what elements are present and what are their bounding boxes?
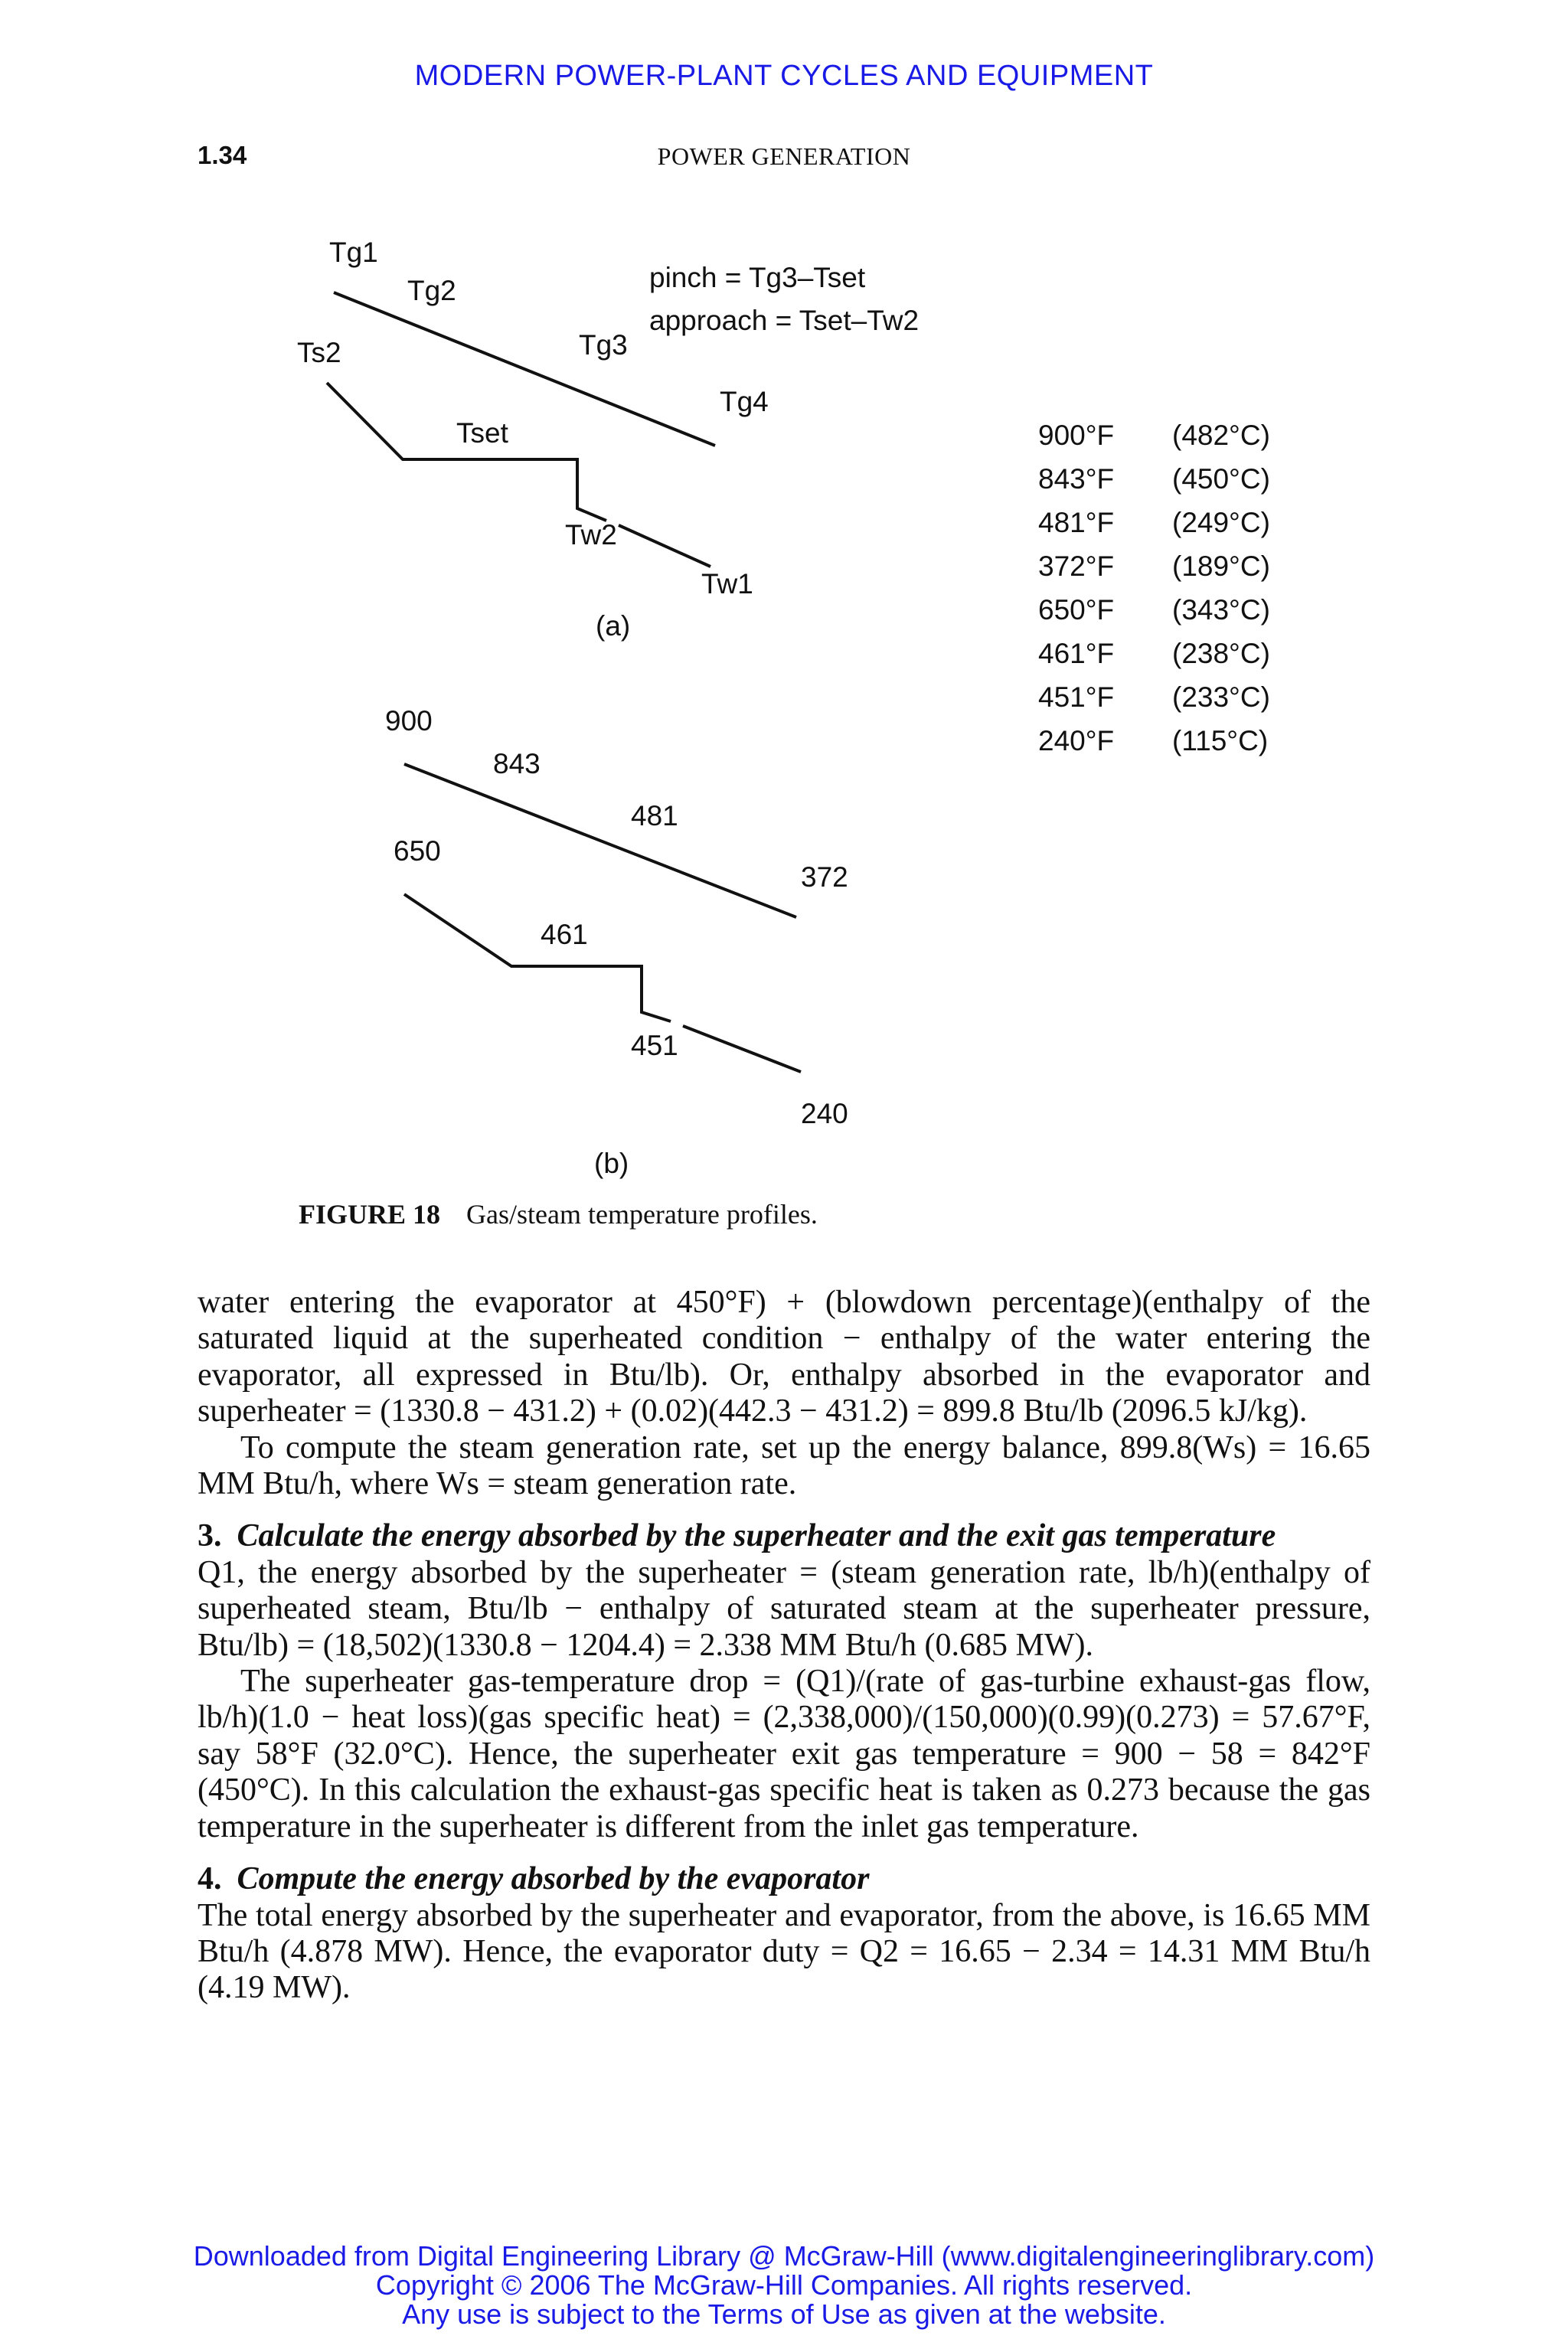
temp-fahrenheit: 481°F	[1038, 507, 1115, 538]
temp-celsius: (343°C)	[1172, 594, 1270, 626]
label-tg2-b: 843	[493, 748, 541, 779]
paragraph: water entering the evaporator at 450°F) + (blowdown percentage)(enthalpy of the saturated liquid at the superheated condition − enthalpy of the water entering the evaporator, all expressed in Btu/lb). Or, enthalpy absorbed in the evaporator and superheater = (1330.8 − 431.2) + (0.02)(442.3 − 431.2) = 899.8 Btu/lb (2096.5 kJ/kg).	[198, 1285, 1370, 1429]
temp-row	[1038, 719, 1270, 763]
panel-b-caption: (b)	[594, 1148, 629, 1179]
figure-number: FIGURE 18	[299, 1199, 441, 1230]
temp-row	[1038, 501, 1270, 544]
temp-row	[1038, 588, 1270, 632]
step-title: Calculate the energy absorbed by the superheater and the exit gas temperature	[237, 1518, 1276, 1554]
temp-row	[1038, 675, 1270, 719]
temp-fahrenheit: 843°F	[1038, 463, 1115, 495]
economizer-line-a	[619, 525, 710, 567]
label-tg3-a: Tg3	[579, 329, 628, 361]
label-tw2-a: Tw2	[565, 519, 617, 550]
chapter-header: MODERN POWER-PLANT CYCLES AND EQUIPMENT	[414, 60, 1154, 92]
paragraph: The superheater gas-temperature drop = (Q1)/(rate of gas-turbine exhaust-gas flow, lb/h)(1.0 − heat loss)(gas specific heat) = (2,338,000)/(150,000)(0.99)(0.273) = 57.67°F, say 58°F (32.0°C). Hence, the superheater exit gas temperature = 900 − 58 = 842°F (450°C). In this calculation the exhaust-gas specific heat is taken as 0.273 because the gas temperature in the superheater is different from the inlet gas temperature.	[198, 1664, 1370, 1844]
temp-row	[1038, 544, 1270, 588]
temp-celsius: (450°C)	[1172, 463, 1270, 495]
temp-celsius: (482°C)	[1172, 420, 1270, 451]
temp-row	[1038, 457, 1270, 501]
water-steam-profile-line-a	[327, 383, 606, 521]
temp-celsius: (115°C)	[1172, 725, 1269, 756]
page-number: 1.34	[198, 141, 247, 169]
label-tw1-a: Tw1	[701, 568, 753, 599]
download-footer	[0, 2242, 1568, 2329]
temp-fahrenheit: 451°F	[1038, 681, 1115, 713]
label-tw2-b: 451	[631, 1030, 678, 1061]
temp-celsius: (189°C)	[1172, 550, 1270, 582]
label-ts2-a: Ts2	[297, 337, 341, 368]
economizer-line-b	[683, 1026, 801, 1072]
label-tg2-a: Tg2	[407, 275, 456, 306]
temp-fahrenheit: 650°F	[1038, 594, 1115, 626]
figure-caption-text: Gas/steam temperature profiles.	[466, 1199, 818, 1230]
temp-celsius: (238°C)	[1172, 638, 1270, 669]
step-number: 3.	[198, 1518, 222, 1554]
figure-caption	[299, 1198, 818, 1230]
body-text	[198, 1285, 1370, 2007]
pinch-definition: pinch = Tg3–Tset	[649, 262, 866, 293]
running-head: POWER GENERATION	[657, 142, 911, 170]
footer-download-notice[interactable]: Downloaded from Digital Engineering Library @ McGraw-Hill (www.digitalengineeringlibrary.com)	[193, 2240, 1375, 2272]
approach-definition: approach = Tset–Tw2	[649, 305, 920, 336]
temp-fahrenheit: 900°F	[1038, 420, 1115, 451]
paragraph: Q1, the energy absorbed by the superheater = (steam generation rate, lb/h)(enthalpy of superheated steam, Btu/lb − enthalpy of saturated steam at the superheater pressure, Btu/lb) = (18,502)(1330.8 − 1204.4) = 2.338 MM Btu/h (0.685 MW).	[198, 1554, 1370, 1663]
temp-celsius: (249°C)	[1172, 507, 1270, 538]
step-title: Compute the energy absorbed by the evaporator	[237, 1861, 870, 1897]
temp-fahrenheit: 240°F	[1038, 725, 1115, 756]
panel-a-caption: (a)	[596, 610, 631, 642]
step-4-heading	[198, 1861, 1370, 1897]
label-tw1-b: 240	[801, 1098, 848, 1129]
footer-copyright: Copyright © 2006 The McGraw-Hill Companies. All rights reserved.	[375, 2269, 1193, 2301]
step-number: 4.	[198, 1861, 222, 1897]
label-ts2-b: 650	[394, 835, 441, 867]
paragraph: The total energy absorbed by the superheater and evaporator, from the above, is 16.65 MM Btu/h (4.878 MW). Hence, the evaporator duty = Q2 = 16.65 − 2.34 = 14.31 MM Btu/h (4.19 MW).	[198, 1897, 1370, 2006]
temp-celsius: (233°C)	[1172, 681, 1270, 713]
panel-b-lines	[404, 764, 801, 1072]
step-3-heading	[198, 1518, 1370, 1554]
temperature-conversion-table	[1038, 413, 1270, 763]
label-tset-a: Tset	[456, 417, 508, 449]
label-tset-b: 461	[541, 919, 588, 950]
water-steam-profile-line-b	[404, 894, 671, 1021]
label-tg4-b: 372	[801, 861, 848, 893]
temp-row	[1038, 632, 1270, 675]
paragraph: To compute the steam generation rate, set up the energy balance, 899.8(Ws) = 16.65 MM Btu/h, where Ws = steam generation rate.	[198, 1429, 1370, 1502]
label-tg1-b: 900	[385, 705, 433, 737]
temp-fahrenheit: 372°F	[1038, 550, 1115, 582]
label-tg3-b: 481	[631, 800, 678, 831]
temp-fahrenheit: 461°F	[1038, 638, 1115, 669]
temp-row	[1038, 413, 1270, 457]
gas-profile-line-b	[404, 764, 796, 917]
label-tg4-a: Tg4	[720, 386, 769, 417]
label-tg1-a: Tg1	[329, 237, 378, 268]
footer-terms-notice: Any use is subject to the Terms of Use as given at the website.	[402, 2298, 1166, 2330]
